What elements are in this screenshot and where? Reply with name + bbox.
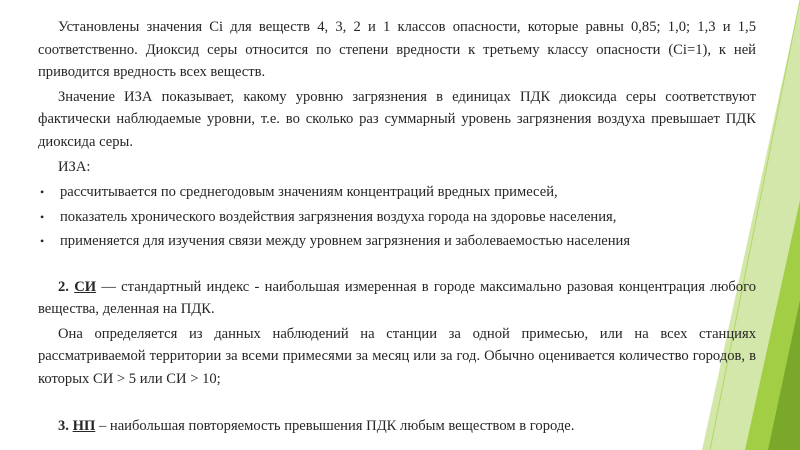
paragraph-np-definition: 3. НП – наибольшая повторяемость превышения ПДК любым веществом в городе. (58, 417, 575, 434)
paragraph-ci-values: Установлены значения Ci для веществ 4, 3, 2 и 1 классов опасности, которые равны 0,85; 1,0; 1,3 и 1,5 соответственно. Диоксид серы относится по степени вредности к третьему классу опасности (Ci=1), к ней приводится вредность всех веществ. (38, 19, 756, 81)
list-item (38, 229, 756, 254)
spacer (38, 393, 756, 415)
si-definition-text: — стандартный индекс - наибольшая измеренная в городе максимально разовая концентрация любого вещества, деленная на ПДК. (38, 278, 757, 318)
si-number: 2 (58, 278, 66, 295)
iza-bullet-list (38, 180, 756, 254)
paragraph-si-detail: Она определяется из данных наблюдений на станции за одной примесью, или на всех станциях рассматриваемой территории за всеми примесями за месяц или за год. Обычно оценивается количество городов, в которых СИ > 5 или СИ > 10; (38, 325, 756, 388)
list-item (38, 180, 756, 205)
bullet-icon: • (40, 185, 45, 200)
list-item (38, 205, 756, 230)
slide-body (38, 16, 756, 439)
si-term: СИ (74, 278, 97, 295)
spacer (38, 254, 756, 276)
np-number: 3 (58, 417, 66, 434)
np-definition-text: – наибольшая повторяемость превышения ПДК любым веществом в городе. (95, 417, 575, 434)
iza-heading: ИЗА: (58, 158, 91, 175)
bullet-text: рассчитывается по среднегодовым значениям концентраций вредных примесей, (60, 184, 558, 201)
bullet-text: применяется для изучения связи между уровнем загрязнения и заболеваемостью населения (60, 233, 631, 250)
paragraph-si-definition: 2. СИ — стандартный индекс - наибольшая измеренная в городе максимально разовая концентрация любого вещества, деленная на ПДК. (38, 278, 757, 318)
paragraph-iza-meaning: Значение ИЗА показывает, какому уровню загрязнения в единицах ПДК диоксида серы соответствуют фактически наблюдаемые уровни, т.е. во сколько раз суммарный уровень загрязнения воздуха превышает ПДК диоксида серы. (38, 88, 756, 150)
np-term: НП (72, 417, 96, 434)
bullet-text: показатель хронического воздействия загрязнения воздуха города на здоровье населения, (60, 208, 617, 225)
bullet-icon: • (40, 209, 45, 224)
bullet-icon: • (40, 234, 45, 249)
